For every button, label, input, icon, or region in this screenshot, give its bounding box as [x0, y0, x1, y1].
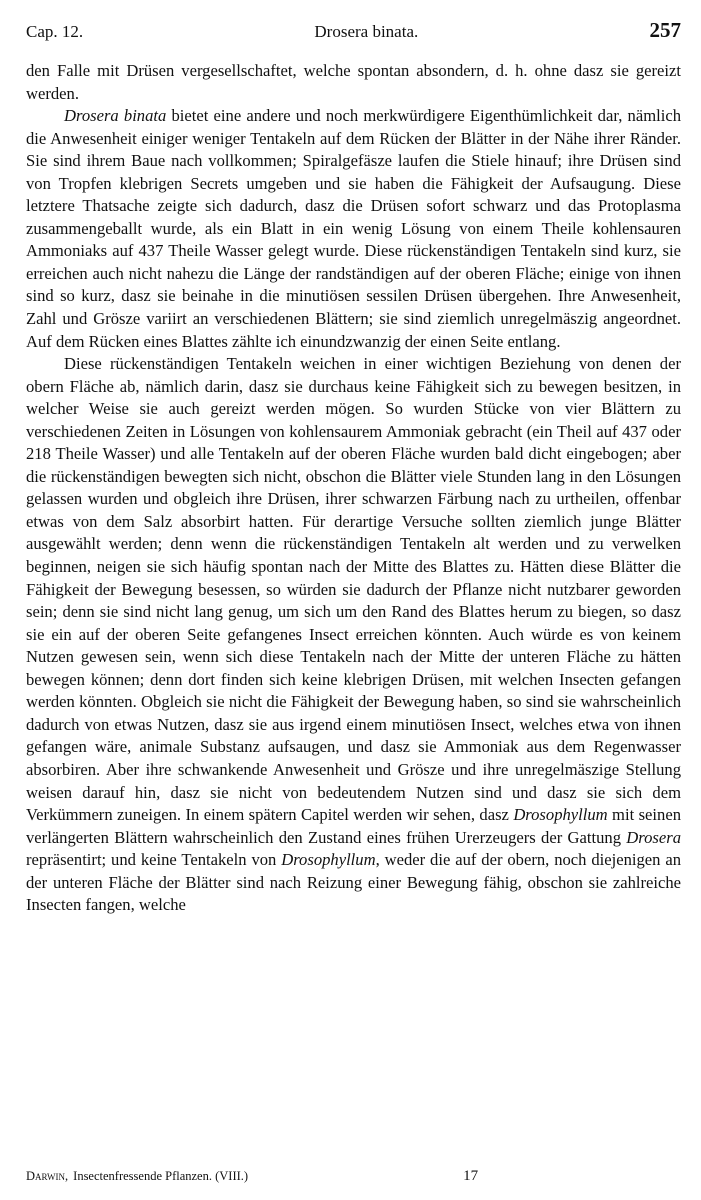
paragraph: [26, 105, 681, 353]
text-run: bietet eine andere und noch merkwürdigere Eigenthümlichkeit dar, nämlich die Anwesenheit einiger weniger Tentakeln auf dem Rücken der Blätter in der Nähe ihrer Ränder. Sie sind ihrem Baue nach vollkommen; Spiralgefäsze laufen die Stiele hinauf; ihre Drüsen sind von Tropfen klebrigen Secrets umgeben und sie haben die Fähigkeit der Aufsaugung. Diese letztere Thatsache zeigte sich dadurch, dasz die Drüsen sofort schwarz und das Protoplasma zusammengeballt wurde, als ein Blatt in ein wenig Lösung von einem Theile kohlensauren Ammoniaks auf 437 Theile Wasser gelegt wurde. Diese rückenständigen Tentakeln sind kurz, sie erreichen auch nicht nahezu die Länge der randständigen auf der oberen Fläche; einige von ihnen sind so kurz, dasz sie beinahe in die minutiösen sessilen Drüsen übergehen. Ihre Anwesenheit, Zahl und Grösze variirt an verschiedenen Blättern; sie sind ziemlich unregelmäszig angeordnet. Auf dem Rücken eines Blattes zählte ich einundzwanzig der einen Seite entlang.: [26, 106, 681, 351]
chapter-label: Cap. 12.: [26, 22, 84, 41]
italic-term: Drosophyllum: [513, 805, 608, 825]
signature-mark: 17: [463, 1168, 479, 1184]
text-run: Diese rückenständigen Tentakeln weichen in einer wichtigen Beziehung von denen der obern Fläche ab, nämlich darin, dasz sie durchaus keine Fähigkeit sich zu bewegen besitzen, in welcher Weise sie auch gereizt werden mögen. So wurden Stücke von vier Blättern zu verschiedenen Zeiten in Lösungen von kohlensaurem Ammoniak gebracht (ein Theil auf 437 oder 218 Theile Wasser) und alle Tentakeln auf der oberen Fläche wurden bald dicht eingebogen; aber die rückenständigen bewegten sich nicht, obschon die Blätter viele Stunden lang in den Lösungen gelassen wurden und obgleich ihre Drüsen, ihrer schwarzen Färbung nach zu urtheilen, offenbar etwas von dem Salz absorbirt hatten. Für derartige Versuche sollten ziemlich junge Blätter ausgewählt werden; denn wenn die rückenständigen Tentakeln alt werden und zu verwelken beginnen, neigen sie sich häufig spontan nach der Mitte des Blattes zu. Hätten diese Blätter die Fähigkeit der Bewegung besessen, so würden sie dadurch der Pflanze nicht nutzbarer geworden sein; denn sie sind nicht lang genug, um sich um den Rand des Blattes herum zu biegen, so dasz sie ein auf der oberen Seite gefangenes Insect erreichen könnten. Auch würde es von keinem Nutzen gewesen sein, wenn sich diese Tentakeln nach der Mitte der unteren Fläche zu hätten bewegen können; denn dort finden sich keine klebrigen Drüsen, mit welchen Insecten gefangen werden könnten. Obgleich sie nicht die Fähigkeit der Bewegung haben, so sind sie wahrscheinlich dadurch von etwas Nutzen, dasz sie aus irgend einem minutiösen Insect, welches etwa von ihnen gefangen wäre, animale Substanz aufsaugen, und dasz sie Ammoniak aus dem Regenwasser absorbiren. Aber ihre schwankende Anwesenheit und Grösze und ihre unregelmäszige Stellung weisen darauf hin, dasz sie nicht von bedeutendem Nutzen sind und dasz sie sich dem Verkümmern zuneigen. In einem spätern Capitel werden wir sehen, dasz: [26, 354, 681, 825]
footer-author: Darwin,: [26, 1169, 69, 1183]
text-run: , weder die auf der obern, noch diejenigen an der unteren Fläche der Blätter sind nach Reizung einer Bewegung fähig, obschon sie zahlreiche Insecten fangen, welche: [26, 850, 682, 915]
running-header: [26, 18, 681, 50]
body-text: [26, 60, 681, 917]
italic-term: Drosera binata: [64, 106, 167, 126]
text-run: den Falle mit Drüsen vergesellschaftet, welche spontan absondern, d. h. ohne dasz sie gereizt werden.: [26, 61, 681, 103]
paragraph: [26, 353, 681, 917]
italic-term: Drosophyllum: [281, 850, 376, 870]
footer-work: Insectenfressende Pflanzen. (VIII.): [73, 1169, 249, 1183]
paragraph: [26, 60, 681, 105]
running-title: Drosera binata.: [314, 22, 419, 41]
text-run: repräsentirt; und keine Tentakeln von: [26, 850, 282, 870]
text-run: mit seinen verlängerten Blättern wahrscheinlich den Zustand eines frühen Urerzeugers der Gattung: [26, 805, 681, 847]
italic-term: Drosera: [626, 827, 681, 847]
page-footer: [26, 1168, 681, 1185]
page-number: 257: [649, 18, 681, 42]
